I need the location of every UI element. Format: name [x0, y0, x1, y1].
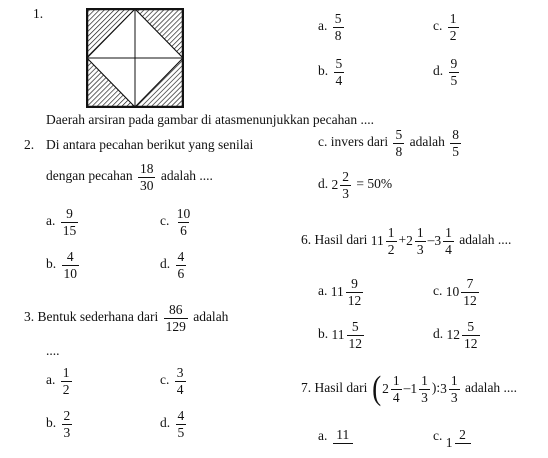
option-label: c.	[433, 18, 443, 34]
option-label: a.	[318, 283, 328, 299]
option-label: a.	[318, 428, 328, 443]
q3-option-c[interactable]	[160, 366, 188, 396]
q7-question: 7. Hasil dari ( 2 $\frac{1}{4}$ – 1 $\frac{1}{3}$ ): 3 $\frac{1}{3}$ adalah ....	[301, 370, 518, 407]
option-label: b.	[46, 415, 57, 431]
q3-question: 3. Bentuk sederhana dari $\frac{86}{129}$ adalah	[24, 302, 229, 334]
option-label: d.	[160, 256, 171, 272]
option-fraction: $\frac{9}{5}$	[450, 56, 458, 88]
q1-option-a[interactable]	[318, 12, 346, 42]
option-fraction: $\frac{9}{15}$	[62, 206, 77, 238]
option-fraction: $\frac{2}{3}$	[63, 408, 71, 440]
q3-option-a[interactable]	[46, 366, 74, 396]
option-label: b.	[318, 326, 329, 342]
q3-dots: ....	[46, 343, 60, 358]
option-fraction: $\frac{5}{8}$	[334, 11, 342, 43]
q7-number: 7.	[301, 380, 312, 396]
option-d-percent[interactable]: d. 2 $\frac{2}{3}$ = 50%	[318, 169, 393, 201]
option-label: c.	[160, 213, 170, 229]
option-label: a.	[46, 372, 56, 388]
option-label: a.	[46, 213, 56, 229]
q1-option-c[interactable]	[433, 12, 461, 42]
mixed-number: 1 2	[446, 428, 473, 458]
option-fraction: $\frac{10}{6}$	[176, 206, 191, 238]
q1-figure	[86, 8, 184, 108]
q6-question: 6. Hasil dari 11 $\frac{1}{2}$ + 2 $\frac{1}{3}$ – 3 $\frac{1}{4}$ adalah ....	[301, 225, 512, 257]
option-label: c.	[433, 283, 443, 299]
q7-option-a[interactable]	[318, 428, 355, 458]
option-label: d.	[318, 176, 329, 192]
q3-option-d[interactable]	[160, 409, 188, 439]
q2-number: 2.	[24, 137, 35, 152]
mixed-number: 1 $\frac{1}{3}$	[410, 373, 428, 405]
q1-option-d[interactable]	[433, 57, 461, 87]
option-fraction: $\frac{8}{5}$	[452, 127, 459, 159]
mixed-number: 11 $\frac{1}{2}$	[370, 225, 395, 257]
mixed-number: 10 $\frac{7}{12}$	[445, 276, 477, 308]
mixed-number: 3 $\frac{1}{3}$	[440, 373, 458, 405]
q6-option-b[interactable]	[318, 320, 366, 350]
option-fraction: $\frac{4}{6}$	[177, 249, 185, 281]
q6-option-c[interactable]	[433, 277, 481, 307]
option-label: d.	[160, 415, 171, 431]
mixed-number: 2 $\frac{1}{4}$	[382, 373, 400, 405]
q1-option-b[interactable]	[318, 57, 346, 87]
option-fraction: $\frac{3}{4}$	[176, 365, 184, 397]
q2-line1: Di antara pecahan berikut yang senilai	[46, 137, 254, 152]
option-label: d.	[433, 326, 444, 342]
q2-fraction: $\frac{18}{30}$	[139, 161, 154, 193]
q3-option-b[interactable]	[46, 409, 74, 439]
q6-number: 6.	[301, 232, 312, 248]
q2-line2: dengan pecahan $\frac{18}{30}$ adalah ....	[46, 161, 213, 193]
q2-option-b[interactable]	[46, 250, 81, 280]
q6-option-d[interactable]	[433, 320, 482, 350]
q1-number: 1.	[33, 6, 44, 21]
mixed-number: 2 $\frac{1}{3}$	[406, 225, 424, 257]
mixed-number: 12 $\frac{5}{12}$	[446, 319, 478, 351]
open-parenthesis: (	[371, 370, 381, 407]
q2-option-c[interactable]	[160, 207, 194, 237]
q7-option-c[interactable]	[433, 428, 473, 458]
option-label: d.	[433, 63, 444, 79]
mixed-number: 11 $\frac{5}{12}$	[331, 319, 362, 351]
option-fraction: $\frac{1}{2}$	[62, 365, 70, 397]
option-fraction: $\frac{5}{8}$	[395, 127, 403, 159]
q1-text: Daerah arsiran pada gambar di atasmenunjukkan pecahan ....	[46, 112, 374, 127]
option-label: c.	[433, 428, 443, 443]
option-fraction: $\frac{1}{2}$	[449, 11, 457, 43]
option-label: b.	[46, 256, 57, 272]
option-label: b.	[318, 63, 329, 79]
option-fraction: 11	[333, 428, 353, 458]
option-fraction: $\frac{4}{5}$	[177, 408, 185, 440]
q3-number: 3.	[24, 309, 35, 325]
option-fraction: $\frac{5}{4}$	[335, 56, 343, 88]
q2-option-d[interactable]	[160, 250, 188, 280]
q6-option-a[interactable]	[318, 277, 365, 307]
option-label: a.	[318, 18, 328, 34]
option-label: c.	[318, 134, 328, 150]
mixed-number: 11 $\frac{9}{12}$	[330, 276, 362, 308]
q2-option-a[interactable]	[46, 207, 80, 237]
q3-fraction: $\frac{86}{129}$	[165, 302, 186, 334]
mixed-number: 2 $\frac{2}{3}$	[331, 169, 349, 201]
option-c-invers[interactable]: c. invers dari $\frac{5}{8}$ adalah $\frac{8}{5}$	[318, 127, 459, 159]
option-fraction: $\frac{4}{10}$	[63, 249, 77, 281]
mixed-number: 3 $\frac{1}{4}$	[434, 225, 452, 257]
option-label: c.	[160, 372, 170, 388]
